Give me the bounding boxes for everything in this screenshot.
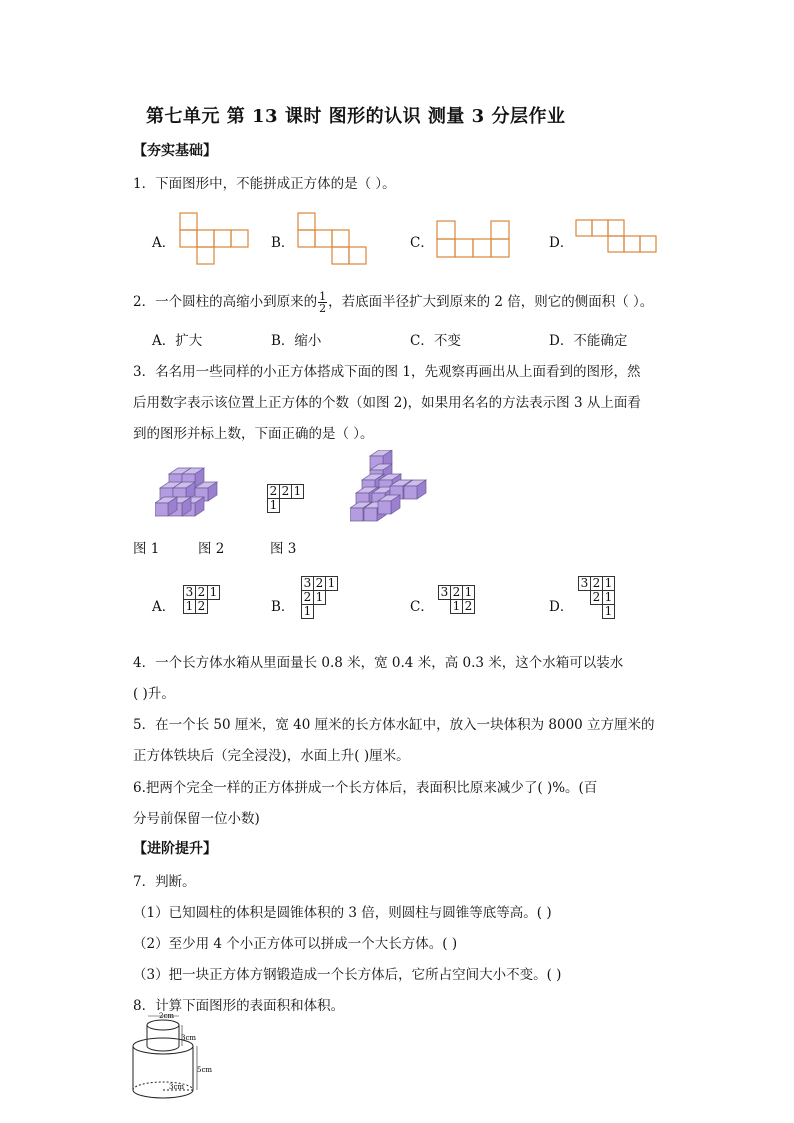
grid-cell: 1 — [603, 605, 615, 619]
q7-item-1: （1）已知圆柱的体积是圆锥体积的 3 倍，则圆柱与圆锥等底等高。( ) — [133, 905, 552, 921]
grid-cell: 1 — [603, 577, 615, 591]
grid-cell: 2 — [463, 600, 475, 614]
q2-frac-num: 1 — [319, 290, 327, 303]
grid-cell: 3 — [579, 577, 591, 591]
q3-option-d: D． — [549, 599, 574, 615]
q3-line2: 后用数字表示该位置上正方体的个数（如图 2)，如果用名名的方法表示图 3 从上面看 — [133, 395, 641, 411]
q7-item-2: （2）至少用 4 个小正方体可以拼成一个大长方体。( ) — [133, 936, 458, 952]
figure-2-label: 图 2 — [198, 541, 225, 557]
net-a — [176, 210, 251, 266]
net-d — [574, 218, 658, 254]
q8-label-bottom-r: 3cm — [169, 1083, 185, 1091]
q3-option-d-grid — [578, 576, 615, 619]
q1-option-a: A． — [152, 235, 176, 251]
net-c — [435, 219, 515, 259]
net-b — [295, 210, 370, 266]
q2-fraction — [318, 291, 327, 314]
q3-option-c: C． — [410, 599, 434, 615]
q4-line2: ( )升。 — [133, 686, 175, 702]
q2-text-before: 2．一个圆柱的高缩小到原来的 — [133, 294, 318, 310]
q1-option-d: D． — [549, 235, 574, 251]
grid-cell: 1 — [603, 591, 615, 605]
section-advanced: 【进阶提升】 — [133, 841, 217, 857]
q7-item-3: （3）把一块正方体方钢锻造成一个长方体后，它所占空间大小不变。( ) — [133, 967, 562, 983]
q8-label-top-d: 2cm — [159, 1012, 175, 1020]
q1-option-c: C． — [410, 235, 434, 251]
section-basic: 【夯实基础】 — [133, 143, 217, 159]
q1-option-b: B． — [271, 235, 295, 251]
q3-option-b: B． — [271, 599, 295, 615]
grid-cell: 1 — [302, 605, 314, 619]
q3-line1: 3．名名用一些同样的小正方体搭成下面的图 1，先观察再画出从上面看到的图形，然 — [133, 364, 641, 380]
q8-cylinders-figure — [125, 1010, 235, 1110]
figure-1-cubes — [155, 462, 230, 520]
grid-cell: 2 — [314, 577, 326, 591]
grid-cell: 2 — [302, 591, 314, 605]
figure-2-grid — [267, 484, 304, 513]
grid-cell: 1 — [463, 586, 475, 600]
grid-cell: 2 — [196, 586, 208, 600]
q2-text — [133, 290, 653, 314]
q8-label-top-h: 3cm — [181, 1034, 197, 1042]
q3-option-a-grid — [183, 585, 220, 614]
figure-1-label: 图 1 — [133, 541, 160, 557]
q2-frac-den: 2 — [319, 302, 327, 315]
grid-cell: 3 — [184, 586, 196, 600]
q6-line2: 分号前保留一位小数) — [133, 811, 260, 827]
q3-option-c-grid — [438, 585, 475, 614]
q4-line1: 4．一个长方体水箱从里面量长 0.8 米，宽 0.4 米，高 0.3 米，这个水箱可以装水 — [133, 655, 624, 671]
q3-option-a: A． — [152, 599, 176, 615]
fig2-cell: 2 — [280, 485, 292, 499]
q2-option-b: B．缩小 — [271, 333, 322, 349]
q7-text: 7．判断。 — [133, 874, 196, 890]
grid-cell: 1 — [314, 591, 326, 605]
q5-line1: 5．在一个长 50 厘米，宽 40 厘米的长方体水缸中，放入一块体积为 8000 立方厘米的 — [133, 717, 655, 733]
figure-3-cubes — [350, 450, 430, 525]
grid-cell: 1 — [208, 586, 220, 600]
q2-option-c: C．不变 — [410, 333, 461, 349]
grid-cell: 2 — [591, 577, 603, 591]
page-title: 第七单元 第 13 课时 图形的认识 测量 3 分层作业 — [146, 106, 566, 127]
grid-cell: 1 — [451, 600, 463, 614]
q3-line3: 到的图形并标上数，下面正确的是（ ）。 — [133, 426, 374, 442]
q3-option-b-grid — [301, 576, 338, 619]
q2-option-d: D．不能确定 — [549, 333, 628, 349]
q2-option-a: A．扩大 — [152, 333, 203, 349]
figure-3-label: 图 3 — [270, 541, 297, 557]
grid-cell: 2 — [451, 586, 463, 600]
q8-label-bottom-h: 5cm — [197, 1066, 213, 1074]
grid-cell: 2 — [196, 600, 208, 614]
fig2-cell: 1 — [292, 485, 304, 499]
grid-cell: 1 — [184, 600, 196, 614]
grid-cell: 3 — [439, 586, 451, 600]
q8-text: 8．计算下面图形的表面积和体积。 — [133, 998, 345, 1014]
q2-text-after: ，若底面半径扩大到原来的 2 倍，则它的侧面积（ ）。 — [328, 294, 654, 310]
grid-cell: 1 — [326, 577, 338, 591]
fig2-cell: 1 — [268, 499, 280, 513]
q1-text: 1．下面图形中，不能拼成正方体的是（ ）。 — [133, 176, 396, 192]
grid-cell: 2 — [591, 591, 603, 605]
q5-line2: 正方体铁块后（完全浸没)，水面上升( )厘米。 — [133, 748, 410, 764]
fig2-cell: 2 — [268, 485, 280, 499]
grid-cell: 3 — [302, 577, 314, 591]
q6-line1: 6.把两个完全一样的正方体拼成一个长方体后，表面积比原来减少了( )%。(百 — [133, 780, 598, 796]
